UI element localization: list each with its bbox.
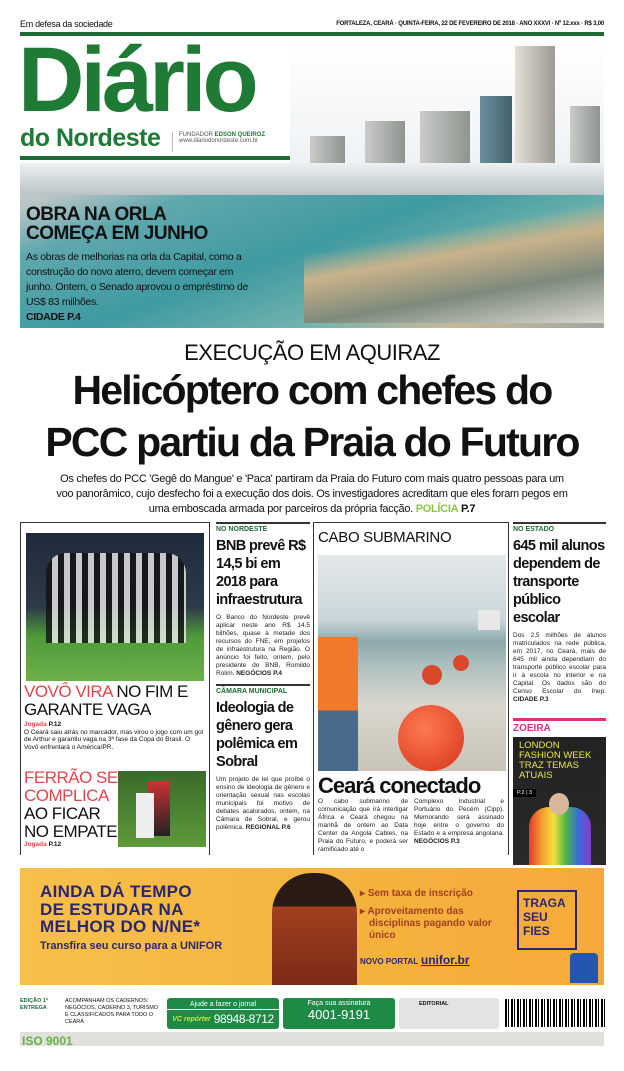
subscription-box[interactable]: Faça sua assinatura 4001-9191 <box>283 998 395 1029</box>
sobral-headline[interactable]: Ideologia de gênero gera polêmica em Sobral <box>216 700 298 770</box>
portal-link[interactable]: unifor.br <box>420 953 470 967</box>
skyline-photo <box>290 40 604 166</box>
reporter-phone: 98948-8712 <box>213 1012 274 1026</box>
cabo-text-a: O cabo submarino de comunicação que irá interligar África e Ceará chegou na manhã de ontem ao Data Center da Angola Cables, na Praia do Futuro, e poderá ser ramificado até o <box>318 798 408 853</box>
label-no-estado: NO ESTADO <box>513 522 606 533</box>
sobral-text: Um projeto de lei que proíbe o ensino de ideologia de gênero e orientação sexual nas escolas municipais foi motivo de debates acalorados, ontem, na Câmara de Sobral, e gerou polêmica. REGIONAL P.6 <box>216 776 310 831</box>
tagline: Em defesa da sociedade <box>20 19 113 29</box>
bnb-text: O Banco do Nordeste prevê aplicar neste ano R$ 14,5 bilhões, quase a metade dos recursos do FNE, em projetos de infraestrutura na Região. O anúncio foi feito, ontem, pelo presidente do BNB, Romildo Rolim. NEGÓCIOS P.4 <box>216 614 310 677</box>
logo-diario[interactable]: Diário <box>18 29 255 131</box>
label-no-nordeste: NO NORDESTE <box>216 522 310 533</box>
unifor-ad[interactable] <box>20 868 604 985</box>
bnb-headline[interactable]: BNB prevê R$ 14,5 bi em 2018 para infraestrutura <box>216 538 306 608</box>
sports-column: VOVÔ VIRA NO FIM E GARANTE VAGA Jogada P.12 O Ceará saiu atrás no marcador, mas virou o jogo com um gol de Arthur e garantiu vaga na 3ª fase da Copa do Brasil. O Vovô enfrentará o América/PR. FERRÃO SE COMPLICA AO FICAR NO EMPATE Jogada P.12 <box>20 522 210 855</box>
main-headline-1[interactable]: Helicóptero com chefes do <box>72 367 552 413</box>
main-kicker: EXECUÇÃO EM AQUIRAZ <box>184 340 440 365</box>
zoeira-label: ZOEIRA <box>513 718 606 734</box>
sobral-section: REGIONAL P.6 <box>245 824 291 831</box>
cabo-text-b: Complexo Industrial e Portuário do Pecém (Cipp). Memorando será assinado hoje entre o governo do Estado e a empresa angolana. NEGÓCIOS P.3 <box>414 798 504 845</box>
label-camara: CÂMARA MUNICIPAL <box>216 684 310 695</box>
main-headline-2[interactable]: PCC partiu da Praia do Futuro <box>45 419 579 465</box>
insert-info: ACOMPANHAM OS CADERNOS: NEGÓCIOS, CADERNO 3, TURISMO E CLASSIFICADOS PARA TODO O CEARÁ <box>65 998 159 1025</box>
cabo-column <box>313 522 509 855</box>
founder-credit: FUNDADOR EDSON QUEIROZ www.diariodonordeste.com.br <box>172 132 265 152</box>
unifor-logo-icon <box>570 953 598 983</box>
site-url: www.diariodonordeste.com.br <box>179 138 259 144</box>
student-photo <box>272 873 357 985</box>
barcode <box>505 999 605 1027</box>
ad-sub: Transfira seu curso para a UNIFOR <box>40 940 223 952</box>
cabo-headline[interactable]: Ceará conectado <box>318 773 481 798</box>
sports-headline-2[interactable]: FERRÃO SE COMPLICA AO FICAR NO EMPATE <box>24 768 118 841</box>
fashion-week-promo[interactable]: LONDON FASHION WEEK TRAZ TEMAS ATUAIS P.2 | 3 <box>513 737 606 865</box>
alunos-text: Dos 2,5 milhões de alunos matriculados na rede pública, em 2017, no Ceará, mais de 645 mil ainda dependiam do transporte público escolar para ir à escola no interior e na Capital. Os dados são do Censo Escolar do Inep. CIDADE P.3 <box>513 632 606 703</box>
masthead-rule <box>20 156 290 160</box>
top-story-section: CIDADE P.4 <box>26 311 81 323</box>
ceara-team-photo[interactable] <box>26 533 204 681</box>
ad-headline: AINDA DÁ TEMPO DE ESTUDAR NA MELHOR DO N/NE* <box>40 882 201 936</box>
sports-headline-1[interactable]: VOVÔ VIRA NO FIM E GARANTE VAGA <box>24 682 188 719</box>
vc-reporter-brand: VC repórter <box>172 1016 211 1023</box>
ferrao-match-photo[interactable] <box>118 771 206 847</box>
sports-text-1: O Ceará saiu atrás no marcador, mas virou o jogo com um gol de Arthur e garantiu vaga na 3ª fase da Copa do Brasil. O Vovô enfrentará o América/PR. <box>24 728 204 751</box>
top-story-body: As obras de melhorias na orla da Capital, como a construção do novo aterro, devem começar em junho. Ontem, o Senado aprovou o empréstimo de US$ 83 milhões. CIDADE P.4 <box>26 251 249 323</box>
logo-do-nordeste: do Nordeste <box>20 124 161 152</box>
cabo-label: CABO SUBMARINO <box>318 529 452 546</box>
main-deck: Os chefes do PCC 'Gegê do Mangue' e 'Paca' partiram da Praia do Futuro com mais quatro pessoas para um voo panorâmico, cujo desfecho foi a execução dos dois. Os investigadores acreditam que eles foram pegos em uma emboscada armada por parceiros da própria facção. POLÍCIA P.7 <box>56 473 568 515</box>
ad-bullets: ▸ Sem taxa de inscrição ▸ Aproveitamento das disciplinas pagando valor único NOVO PORTAL unifor.br <box>360 888 492 967</box>
fies-box: TRAGA SEU FIES <box>517 890 577 950</box>
iso-bar: ISO 9001 <box>20 1032 604 1046</box>
edition-info: EDIÇÃO 1ª ENTREGA <box>20 998 49 1011</box>
estado-column <box>513 522 606 865</box>
nordeste-column <box>216 522 310 832</box>
edition-meta: FORTALEZA, CEARÁ · QUINTA-FEIRA, 22 DE FEVEREIRO DE 2018 · ANO XXXVI · Nº 12.xxx · R$ 3,00 <box>336 21 604 27</box>
reporter-box[interactable]: Ajude a fazer o jornal VC repórter 98948-8712 <box>167 998 279 1029</box>
alunos-headline[interactable]: 645 mil alunos dependem de transporte público escolar <box>513 538 605 626</box>
editorial-box: EDITORIAL <box>399 998 499 1029</box>
top-story-headline[interactable]: OBRA NA ORLA COMEÇA EM JUNHO <box>26 204 208 244</box>
submarine-cable-photo[interactable] <box>318 555 506 771</box>
